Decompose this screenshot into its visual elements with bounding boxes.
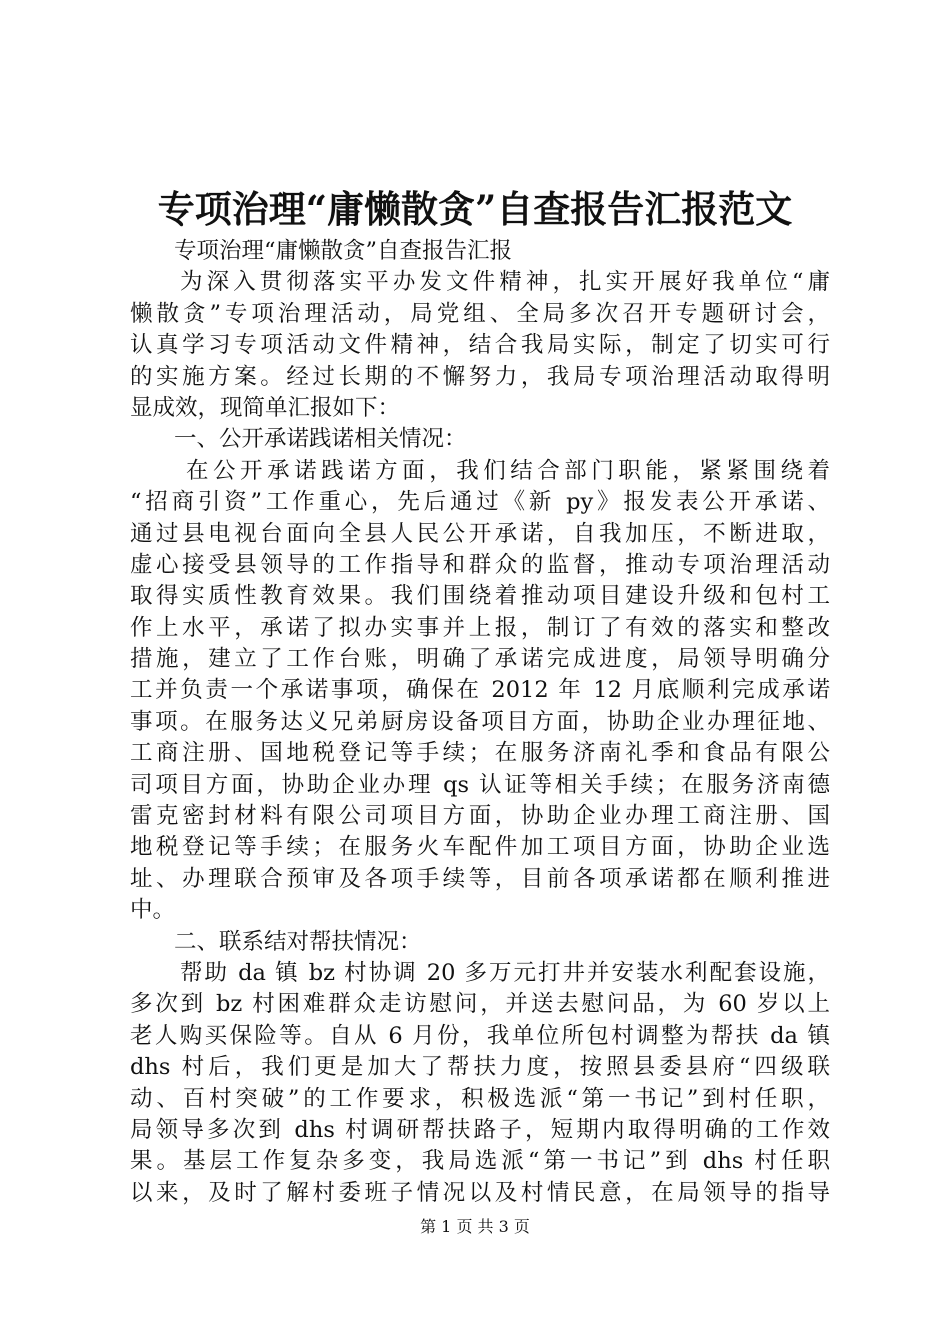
document-title: 专项治理“庸懒散贪”自查报告汇报范文 <box>157 187 793 231</box>
body-line: 果。基层工作复杂多变，我局选派“第一书记”到 dhs 村任职 <box>130 1148 830 1175</box>
body-line: 地税登记等手续；在服务火车配件加工项目方面，协助企业选 <box>130 834 830 861</box>
body-line: 多次到 bz 村困难群众走访慰问，并送去慰问品，为 60 岁以上 <box>130 991 830 1018</box>
body-line: 认真学习专项活动文件精神，结合我局实际，制定了切实可行 <box>130 332 830 359</box>
document-body <box>130 236 830 1209</box>
page-footer: 第 1 页 共 3 页 <box>420 1217 530 1236</box>
body-line: 专项治理“庸懒散贪”自查报告汇报 <box>174 238 513 264</box>
body-line: 址、办理联合预审及各项手续等，目前各项承诺都在顺利推进 <box>130 865 830 892</box>
body-line: 司项目方面，协助企业办理 qs 认证等相关手续；在服务济南德 <box>130 771 830 798</box>
body-line: dhs 村后，我们更是加大了帮扶力度，按照县委县府“四级联 <box>130 1054 830 1081</box>
body-line: 二、联系结对帮扶情况： <box>174 928 422 955</box>
body-line: 工商注册、国地税登记等手续；在服务济南礼季和食品有限公 <box>130 740 830 767</box>
body-line: 一、公开承诺践诺相关情况： <box>174 426 467 453</box>
body-line: 帮助 da 镇 bz 村协调 20 多万元打井并安装水利配套设施， <box>180 959 830 986</box>
body-line: 通过县电视台面向全县人民公开承诺，自我加压，不断进取， <box>130 520 830 547</box>
body-line: 在公开承诺践诺方面，我们结合部门职能，紧紧围绕着 <box>186 457 830 484</box>
body-line: 事项。在服务达义兄弟厨房设备项目方面，协助企业办理征地、 <box>130 708 830 735</box>
body-line: 以来，及时了解村委班子情况以及村情民意，在局领导的指导 <box>130 1179 830 1206</box>
body-line: 局领导多次到 dhs 村调研帮扶路子，短期内取得明确的工作效 <box>130 1116 830 1143</box>
body-line: 老人购买保险等。自从 6 月份，我单位所包村调整为帮扶 da 镇 <box>130 1022 830 1049</box>
body-line: 虚心接受县领导的工作指导和群众的监督，推动专项治理活动 <box>130 551 830 578</box>
body-line: 显成效，现简单汇报如下： <box>130 394 401 421</box>
body-line: “招商引资”工作重心，先后通过《新 py》报发表公开承诺、 <box>130 489 830 516</box>
body-line: 动、百村突破”的工作要求，积极选派“第一书记”到村任职， <box>130 1085 830 1112</box>
body-line: 取得实质性教育效果。我们围绕着推动项目建设升级和包村工 <box>130 583 830 610</box>
body-line: 工并负责一个承诺事项，确保在 2012 年 12 月底顺利完成承诺 <box>130 677 830 704</box>
body-line: 作上水平，承诺了拟办实事并上报，制订了有效的落实和整改 <box>130 614 830 641</box>
body-line: 雷克密封材料有限公司项目方面，协助企业办理工商注册、国 <box>130 803 830 830</box>
body-line: 的实施方案。经过长期的不懈努力，我局专项治理活动取得明 <box>130 363 830 390</box>
body-line: 为深入贯彻落实平办发文件精神，扎实开展好我单位“庸 <box>180 269 830 296</box>
body-line: 中。 <box>130 897 176 924</box>
body-line: 措施，建立了工作台账，明确了承诺完成进度，局领导明确分 <box>130 646 830 673</box>
body-line: 懒散贪”专项治理活动，局党组、全局多次召开专题研讨会， <box>130 300 830 327</box>
